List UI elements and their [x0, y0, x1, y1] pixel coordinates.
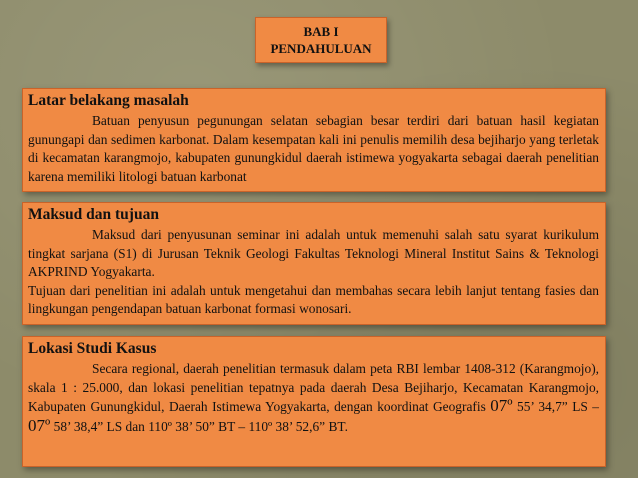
section-paragraph: Tujuan dari penelitian ini adalah untuk mengetahui dan membahas secara lebih lanjut tentang fasies dan lingkungan pengendapan batuan karbonat formasi wonosari.: [28, 282, 599, 317]
chapter-title: PENDAHULUAN: [270, 41, 372, 56]
coord-lat2-rest: 58’ 38,4” LS dan 110º 38’ 50” BT – 110º 38’ 52,6” BT.: [50, 418, 348, 434]
chapter-label: BAB I: [303, 24, 339, 39]
coord-lat2-degree: 07º: [28, 415, 51, 435]
coord-lat-rest: 55’ 34,7” LS –: [512, 399, 599, 415]
slide-title-box: [255, 17, 387, 63]
section-location: [22, 336, 606, 467]
section-heading: Latar belakang masalah: [28, 92, 189, 109]
section-purpose: [22, 202, 606, 325]
section-paragraph: [28, 360, 599, 436]
section-paragraph: Maksud dari penyusunan seminar ini adalah untuk memenuhi salah satu syarat kurikulum tingkat sarjana (S1) di Jurusan Teknik Geologi Fakultas Teknologi Mineral Institut Sains & Teknologi AKPRIND Yogyakarta.: [28, 227, 599, 280]
section-paragraph: Batuan penyusun pegunungan selatan sebagian besar terdiri dari batuan hasil kegiatan gunungapi dan sedimen karbonat. Dalam kesempatan kali ini penulis memilih desa bejiharjo yang terletak di kecamatan karangmojo, kabupaten gunungkidul daerah istimewa yogyakarta sebagai daerah penelitian karena memiliki litologi batuan karbonat: [28, 113, 599, 184]
section-heading: Lokasi Studi Kasus: [28, 340, 157, 357]
coord-lat-degree: 07º: [490, 396, 513, 416]
section-heading: Maksud dan tujuan: [28, 206, 159, 223]
section-background: [22, 88, 606, 192]
location-text: Secara regional, daerah penelitian termasuk dalam peta RBI lembar 1408-312 (Karangmojo), skala 1 : 25.000, dan lokasi penelitian tepatnya pada daerah Desa Bejiharjo, Kecamatan Karangmojo, Kabupaten Gunungkidul, Daerah Istimewa Yogyakarta, dengan koordinat Geografis: [28, 361, 599, 415]
